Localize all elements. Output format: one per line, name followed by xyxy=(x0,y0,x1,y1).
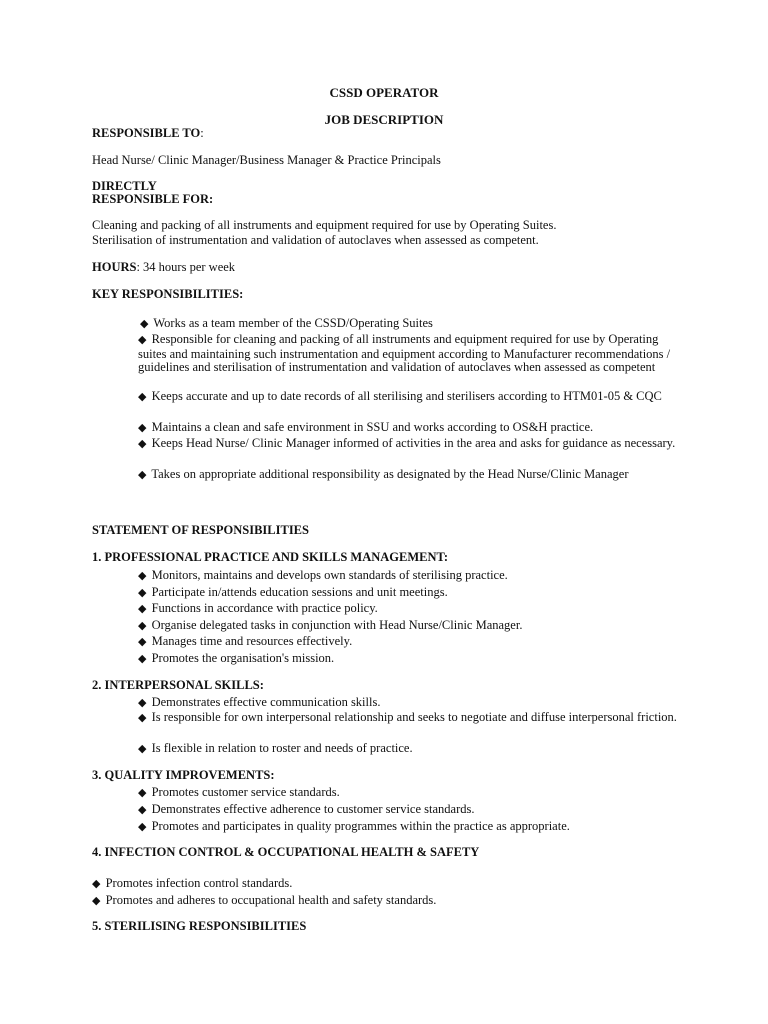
diamond-bullet-icon: ◆ xyxy=(138,743,147,755)
list-item xyxy=(138,601,378,616)
list-item xyxy=(138,437,678,452)
key-responsibilities-heading: KEY RESPONSIBILITIES: xyxy=(92,287,244,301)
list-item-text: Is flexible in relation to roster and needs of practice. xyxy=(151,741,413,755)
diamond-bullet-icon: ◆ xyxy=(138,438,147,450)
responsible-for-line-2: Sterilisation of instrumentation and validation of autoclaves when assessed as competent. xyxy=(92,233,539,247)
section-heading: 2. INTERPERSONAL SKILLS: xyxy=(92,678,264,692)
section-heading: 5. STERILISING RESPONSIBILITIES xyxy=(92,919,307,933)
list-item xyxy=(138,585,448,600)
responsible-for-label-2: RESPONSIBLE FOR: xyxy=(92,192,214,206)
diamond-bullet-icon: ◆ xyxy=(138,804,147,816)
diamond-bullet-icon: ◆ xyxy=(138,636,147,648)
statement-heading: STATEMENT OF RESPONSIBILITIES xyxy=(92,523,309,537)
list-item xyxy=(138,634,352,649)
responsible-for-line-1: Cleaning and packing of all instruments and equipment required for use by Operating Suites. xyxy=(92,218,557,232)
list-item-text: Organise delegated tasks in conjunction with Head Nurse/Clinic Manager. xyxy=(151,618,523,632)
list-item xyxy=(138,741,413,756)
diamond-bullet-icon: ◆ xyxy=(138,391,147,403)
diamond-bullet-icon: ◆ xyxy=(92,895,101,907)
list-item-text: Promotes the organisation's mission. xyxy=(151,651,335,665)
diamond-bullet-icon: ◆ xyxy=(138,697,147,709)
diamond-bullet-icon: ◆ xyxy=(138,603,147,615)
list-item xyxy=(138,651,334,666)
list-item-text: Functions in accordance with practice policy. xyxy=(151,601,378,615)
diamond-bullet-icon: ◆ xyxy=(138,653,147,665)
list-item xyxy=(138,333,678,375)
responsible-to-label-row xyxy=(92,126,204,140)
responsible-for-label-1: DIRECTLY xyxy=(92,179,157,193)
list-item-text: Participate in/attends education sessions and unit meetings. xyxy=(151,585,448,599)
diamond-bullet-icon: ◆ xyxy=(138,712,147,724)
list-item xyxy=(138,819,570,834)
diamond-bullet-icon: ◆ xyxy=(138,422,147,434)
list-item-text: Takes on appropriate additional responsibility as designated by the Head Nurse/Clinic Manager xyxy=(151,467,629,481)
hours-row xyxy=(92,260,235,274)
list-item xyxy=(138,421,678,436)
list-item-text: Responsible for cleaning and packing of all instruments and equipment required for use by Operating suites and maintaining such instrumentation and equipment according to Manufacturer recommendations / guidelines and sterilisation of instrumentation and validation of autoclaves when assessed as competent xyxy=(138,332,671,374)
list-item xyxy=(138,390,674,405)
diamond-bullet-icon: ◆ xyxy=(138,469,147,481)
list-item xyxy=(138,802,475,817)
list-item xyxy=(92,876,292,891)
list-item-text: Promotes and participates in quality programmes within the practice as appropriate. xyxy=(151,819,570,833)
list-item xyxy=(138,317,678,332)
list-item xyxy=(138,618,522,633)
section-heading: 4. INFECTION CONTROL & OCCUPATIONAL HEALTH & SAFETY xyxy=(92,845,480,859)
list-item-text: Promotes and adheres to occupational health and safety standards. xyxy=(105,893,437,907)
list-item-text: Demonstrates effective adherence to customer service standards. xyxy=(151,802,475,816)
hours-label: HOURS xyxy=(92,260,137,274)
list-item-text: Keeps accurate and up to date records of all sterilising and sterilisers according to HTM01-05 & CQC xyxy=(151,389,662,403)
list-item xyxy=(138,568,508,583)
responsible-to-label: RESPONSIBLE TO xyxy=(92,126,201,140)
list-item xyxy=(138,711,678,726)
list-item-text: Is responsible for own interpersonal relationship and seeks to negotiate and diffuse interpersonal friction. xyxy=(151,710,677,724)
list-item xyxy=(138,695,380,710)
diamond-bullet-icon: ◆ xyxy=(138,570,147,582)
list-item xyxy=(138,785,340,800)
hours-text: : 34 hours per week xyxy=(136,260,236,274)
responsible-to-text: Head Nurse/ Clinic Manager/Business Manager & Practice Principals xyxy=(92,153,441,167)
diamond-bullet-icon: ◆ xyxy=(92,878,101,890)
diamond-bullet-icon: ◆ xyxy=(140,318,149,330)
section-heading: 3. QUALITY IMPROVEMENTS: xyxy=(92,768,275,782)
list-item-text: Promotes customer service standards. xyxy=(151,785,340,799)
diamond-bullet-icon: ◆ xyxy=(138,821,147,833)
list-item-text: Demonstrates effective communication skills. xyxy=(151,695,381,709)
document-title: CSSD OPERATOR xyxy=(329,85,439,100)
diamond-bullet-icon: ◆ xyxy=(138,334,147,346)
list-item-text: Works as a team member of the CSSD/Operating Suites xyxy=(153,316,433,330)
list-item-text: Promotes infection control standards. xyxy=(105,876,293,890)
section-heading: 1. PROFESSIONAL PRACTICE AND SKILLS MANAGEMENT: xyxy=(92,550,449,564)
list-item-text: Manages time and resources effectively. xyxy=(151,634,353,648)
list-item xyxy=(92,893,436,908)
document-subtitle: JOB DESCRIPTION xyxy=(324,112,444,127)
list-item-text: Keeps Head Nurse/ Clinic Manager informed of activities in the area and asks for guidance as necessary. xyxy=(151,436,676,450)
list-item-text: Maintains a clean and safe environment in SSU and works according to OS&H practice. xyxy=(151,420,594,434)
list-item xyxy=(138,468,658,483)
list-item-text: Monitors, maintains and develops own standards of sterilising practice. xyxy=(151,568,508,582)
diamond-bullet-icon: ◆ xyxy=(138,620,147,632)
diamond-bullet-icon: ◆ xyxy=(138,587,147,599)
diamond-bullet-icon: ◆ xyxy=(138,787,147,799)
responsible-to-colon: : xyxy=(200,126,204,140)
